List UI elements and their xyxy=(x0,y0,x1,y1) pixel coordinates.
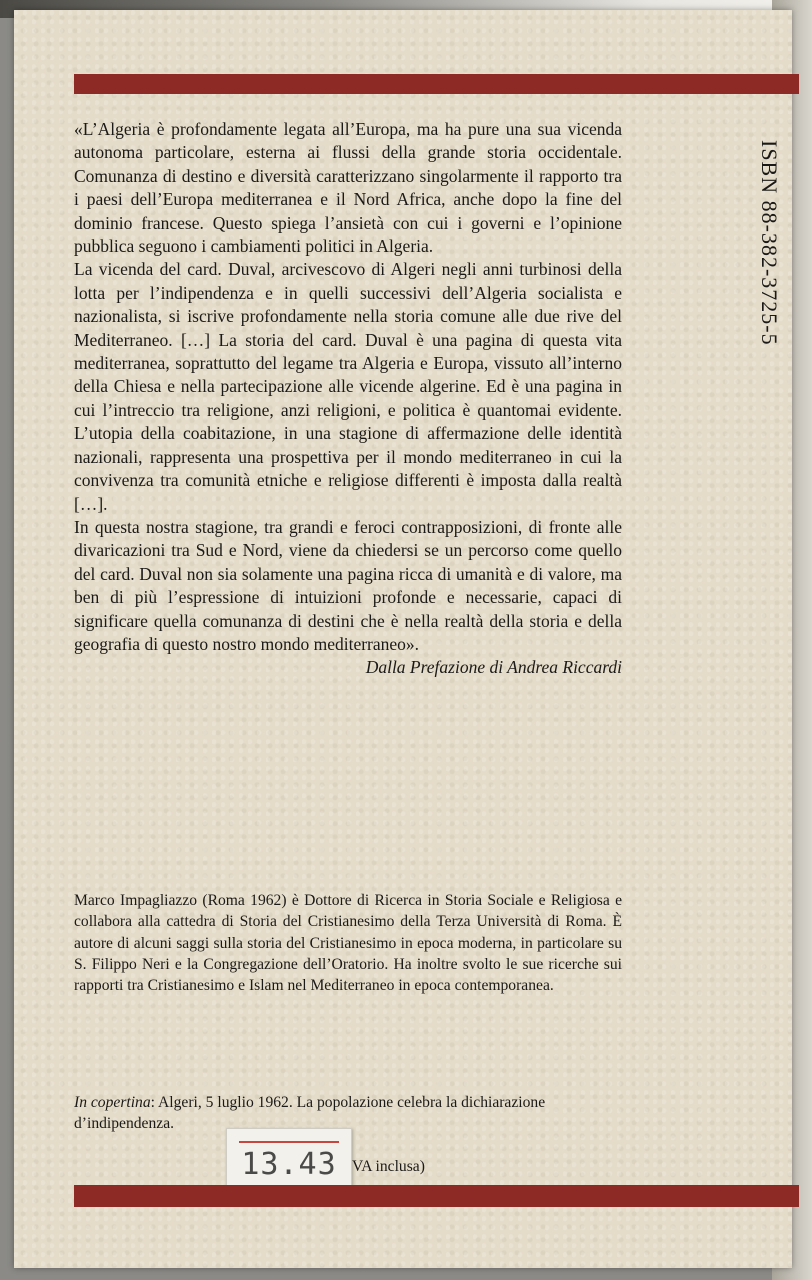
quote-paragraph: «L’Algeria è profondamente legata all’Europa, ma ha pure una sua vicenda autonoma particolare, esterna ai flussi della grande storia occidentale. Comunanza di destino e diversità caratterizzano singolarmente il rapporto tra i paesi dell’Europa mediterranea e il Nord Africa, anche dopo la fine del dominio francese. Questo spiega l’ansietà con cui i governi e l’opinione pubblica seguono i cambiamenti politici in Algeria. xyxy=(74,119,622,257)
top-decorative-band xyxy=(74,74,799,94)
price-vat-note: VA inclusa) xyxy=(352,1158,425,1175)
cover-credit-label: In copertina xyxy=(74,1094,151,1111)
quote-paragraph: La vicenda del card. Duval, arcivescovo di Algeri negli anni turbinosi della lotta per l’indipendenza e in quelli successivi dell’Algeria socialista e nazionalista, si iscrive profondamente nella storia comune alle due rive del Mediterraneo. […] La storia del card. Duval è una pagina di questa vita mediterranea, soprattutto del legame tra Algeria e Europa, vissuto all’interno della Chiesa e nella partecipazione alle vicende algerine. Ed è una pagina in cui l’intreccio tra religione, anzi religioni, e politica è quantomai evidente. L’utopia della coabitazione, in una stagione di affermazione delle identità nazionali, rappresenta una prospettiva per il mondo mediterraneo in cui la convivenza tra comunità etniche e religiose differenti è imposta dalla realtà […]. xyxy=(74,259,622,514)
sticker-top-rule xyxy=(239,1141,339,1143)
quote-paragraph: In questa nostra stagione, tra grandi e feroci contrapposizioni, di fronte alle divaricazioni tra Sud e Nord, viene da chiedersi se un percorso come quello del card. Duval non sia solamente una pagina ricca di umanità e di valore, ma ben di più l’espressione di intuizioni profonde e necessarie, capaci di significare quella comunanza di destini che è nella realtà della storia e della geografia di questo nostro mondo mediterraneo». xyxy=(74,516,622,654)
bottom-decorative-band xyxy=(74,1185,799,1207)
book-back-cover xyxy=(14,10,792,1268)
preface-quote xyxy=(74,118,622,680)
cover-credit-text: : Algeri, 5 luglio 1962. La popolazione celebra la dichiarazione d’indipendenza. xyxy=(74,1094,546,1133)
author-biography: Marco Impagliazzo (Roma 1962) è Dottore di Ricerca in Storia Sociale e Religiosa e collabora alla cattedra di Storia del Cristianesimo della Terza Università di Roma. È autore di alcuni saggi sulla storia del Cristianesimo in epoca moderna, in particolare su S. Filippo Neri e la Congregazione dell’Oratorio. Ha inoltre svolto le sue ricerche sui rapporti tra Cristianesimo e Islam nel Mediterraneo in epoca contemporanea. xyxy=(74,892,622,995)
sticker-price-value: 13.43 xyxy=(241,1147,337,1182)
isbn-label: ISBN 88-382-3725-5 xyxy=(757,140,782,346)
quote-attribution: Dalla Prefazione di Andrea Riccardi xyxy=(365,657,622,678)
